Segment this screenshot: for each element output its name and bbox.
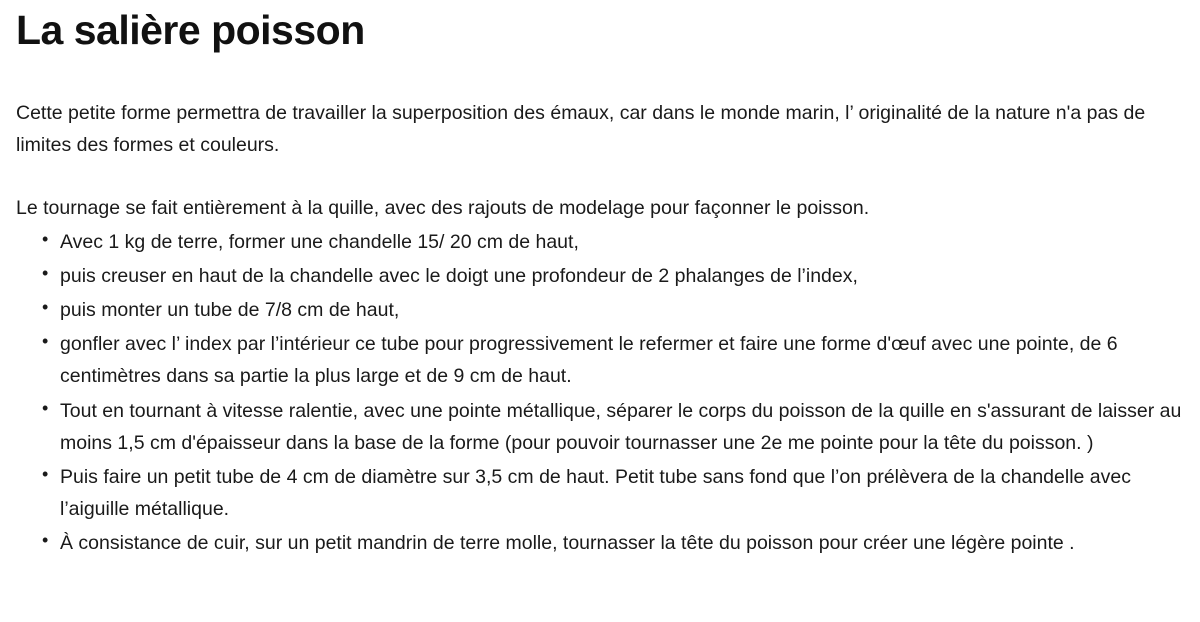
steps-list [16, 226, 1184, 560]
intro-paragraph: Cette petite forme permettra de travailler la superposition des émaux, car dans le monde marin, l’ originalité de la nature n'a pas de limites des formes et couleurs. [16, 102, 1146, 157]
list-item: • puis creuser en haut de la chandelle avec le doigt une profondeur de 2 phalanges de l’index, [42, 260, 1184, 292]
lead-paragraph: Le tournage se fait entièrement à la quille, avec des rajouts de modelage pour façonner le poisson. [16, 196, 870, 219]
list-item: • À consistance de cuir, sur un petit mandrin de terre molle, tournasser la tête du poisson pour créer une légère pointe . [42, 527, 1184, 559]
list-item: • Avec 1 kg de terre, former une chandelle 15/ 20 cm de haut, [42, 226, 1184, 258]
list-item: • Tout en tournant à vitesse ralentie, avec une pointe métallique, séparer le corps du poisson de la quille en s'assurant de laisser au moins 1,5 cm d'épaisseur dans la base de la forme (pour pouvoir tournasser une 2e me pointe pour la tête du poisson. ) [42, 395, 1184, 459]
list-item: • gonfler avec l’ index par l’intérieur ce tube pour progressivement le refermer et faire une forme d'œuf avec une pointe, de 6 centimètres dans sa partie la plus large et de 9 cm de haut. [42, 328, 1184, 392]
list-item: • Puis faire un petit tube de 4 cm de diamètre sur 3,5 cm de haut. Petit tube sans fond que l’on prélèvera de la chandelle avec l’aiguille métallique. [42, 461, 1184, 525]
page-title: La salière poisson [16, 7, 365, 53]
list-item: • puis monter un tube de 7/8 cm de haut, [42, 294, 1184, 326]
document-page [0, 6, 1200, 559]
